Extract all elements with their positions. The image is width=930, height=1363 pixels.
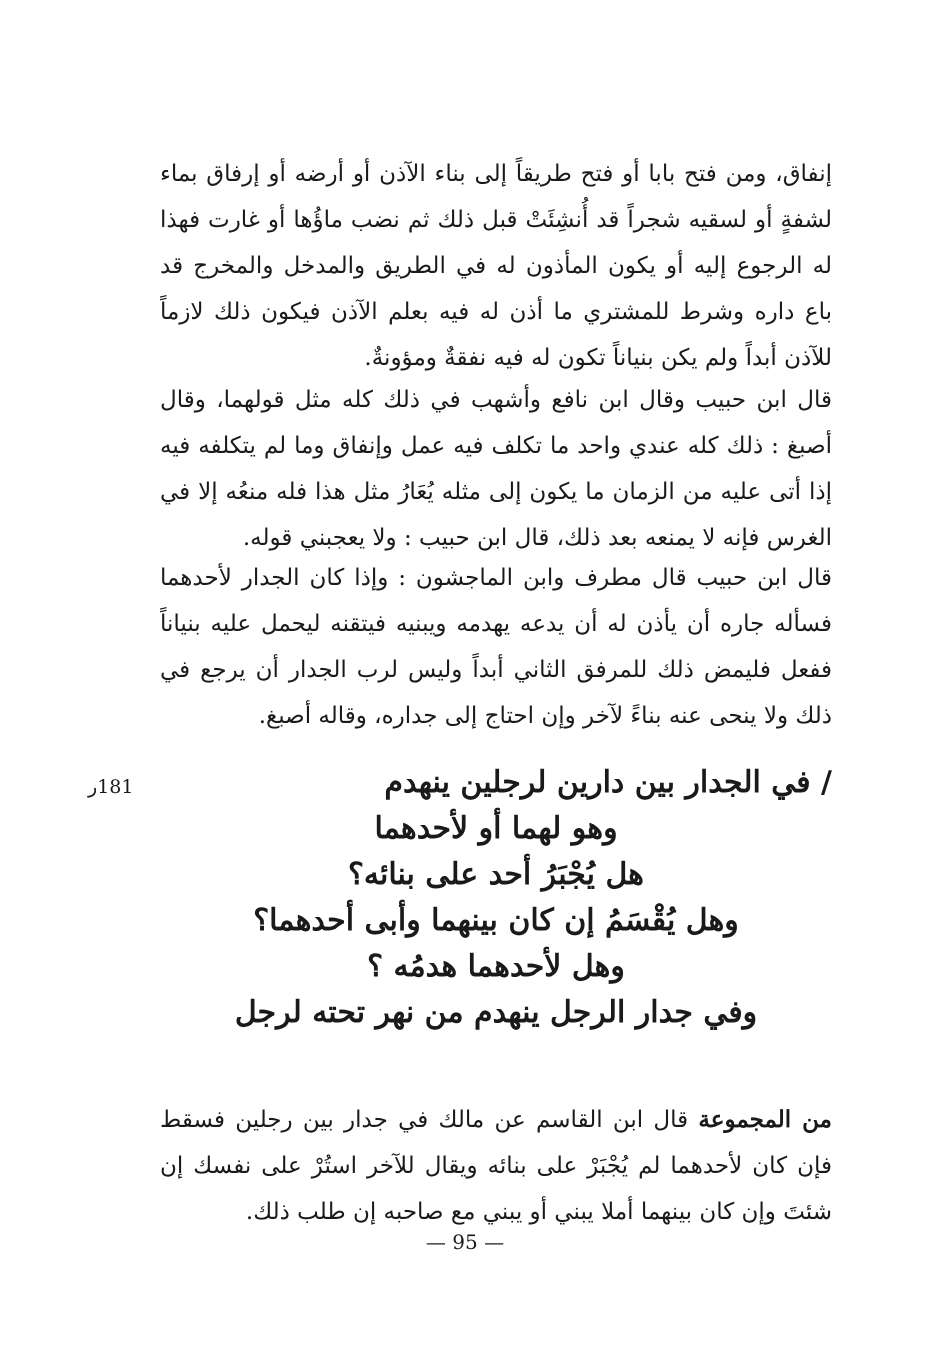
heading-line-1: / في الجدار بين دارين لرجلين ينهدم [384,765,832,800]
heading-line-6: وفي جدار الرجل ينهدم من نهر تحته لرجل [234,995,758,1030]
paragraph-4 [160,1097,832,1235]
source-reference: من المجموعة [698,1106,832,1133]
paragraph-3: قال ابن حبيب قال مطرف وابن الماجشون : وإذا كان الجدار لأحدهما فسأله جاره أن يأذن له أن يدعه يهدمه ويبنيه فيتقنه ليحمل عليه بنياناً ففعل فليمض ذلك للمرفق الثاني أبداً وليس لرب الجدار أن يرجع في ذلك ولا ينحى عنه بناءً لآخر وإن احتاج إلى جداره، وقاله أصبغ. [160,565,832,729]
page-number: — 95 — [425,1230,505,1254]
section-heading [160,760,832,1036]
heading-line-4: وهل يُقْسَمُ إن كان بينهما وأبى أحدهما؟ [253,903,739,938]
paragraph-4-text: قال ابن القاسم عن مالك في جدار بين رجلين فسقط فإن كان لأحدهما لم يُجْبَرْ على بنائه ويقال للآخر استُرْ على نفسك إن شئتَ وإن كان بينهما أملا يبني أو يبني مع صاحبه إن طلب ذلك. [160,1107,832,1225]
heading-line-3: هل يُجْبَرُ أحد على بنائه؟ [347,857,644,892]
heading-line-5: وهل لأحدهما هدمُه ؟ [367,949,625,984]
heading-line-2: وهو لهما أو لأحدهما [374,811,618,846]
folio-margin-note: 181ر [88,776,134,798]
paragraph-1: إنفاق، ومن فتح بابا أو فتح طريقاً إلى بناء الآذن أو أرضه أو إرفاق بماء لشفةٍ أو لسقيه شجراً قد أُنشِئَتْ قبل ذلك ثم نضب ماؤُها أو غارت فهذا له الرجوع إليه أو يكون المأذون له في الطريق والمدخل والمخرج قد باع داره وشرط للمشتري ما أذن له فيه بعلم الآذن فيكون ذلك لازماً للآذن أبداً ولم يكن بنياناً تكون له فيه نفقةٌ ومؤونةٌ. [160,161,832,371]
paragraph-2: قال ابن حبيب وقال ابن نافع وأشهب في ذلك كله مثل قولهما، وقال أصبغ : ذلك كله عندي واحد ما تكلف فيه عمل وإنفاق وما لم يتكلفه فيه إذا أتى عليه من الزمان ما يكون إلى مثله يُعَارُ مثل هذا فله منعُه إلا في الغرس فإنه لا يمنعه بعد ذلك، قال ابن حبيب : ولا يعجبني قوله. [160,387,832,551]
